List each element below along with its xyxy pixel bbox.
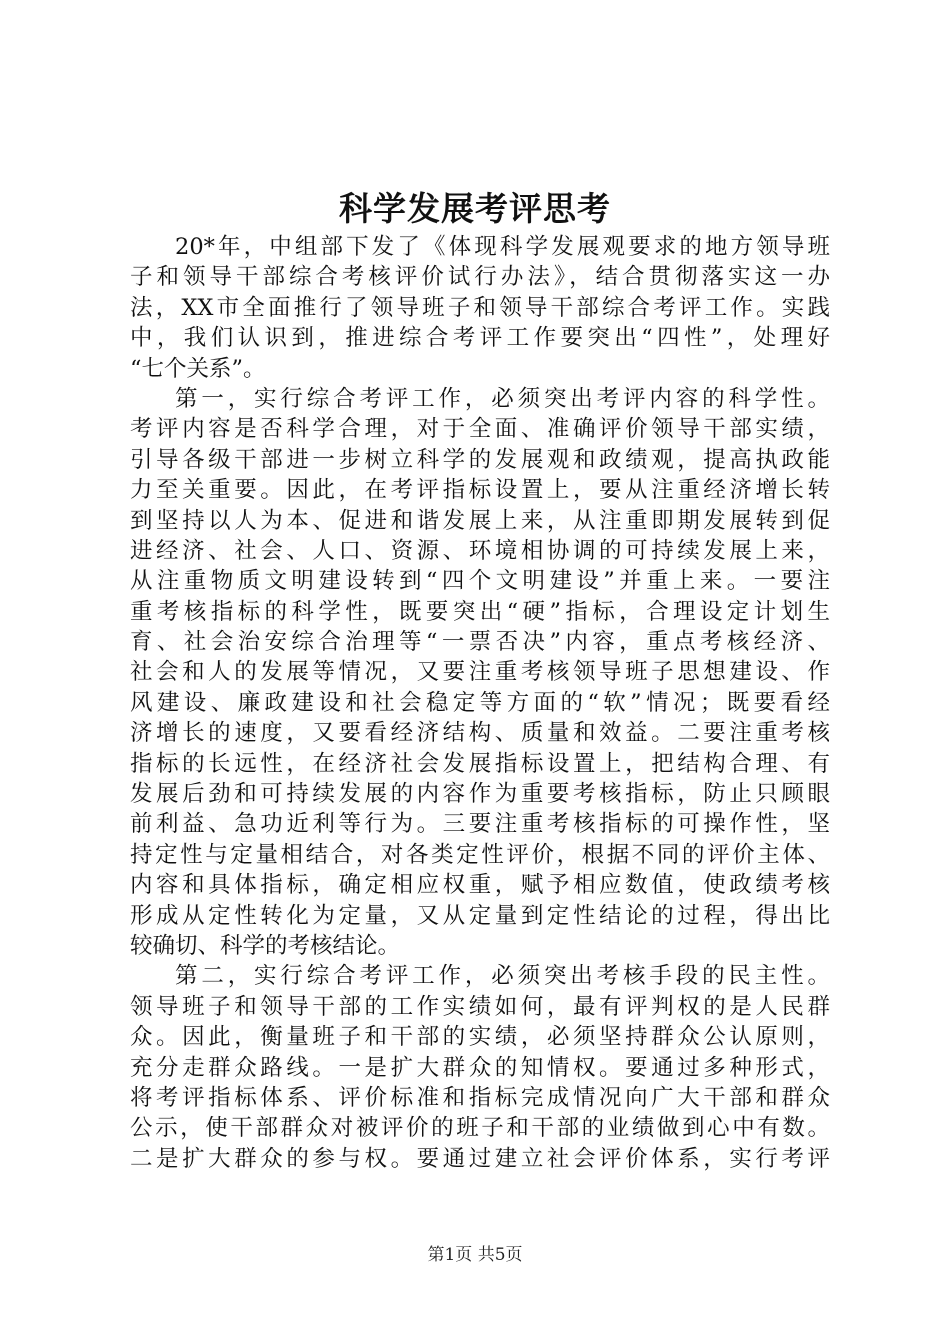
paragraph-2-line-4: 力至关重要。因此，在考评指标设置上，要从注重经济增长转 (130, 477, 830, 504)
paragraph-1-line-1: 20*年，中组部下发了《体现科学发展观要求的地方领导班 (175, 234, 830, 260)
paragraph-2-line-17: 内容和具体指标，确定相应权重，赋予相应数值，使政绩考核 (130, 872, 830, 899)
paragraph-2-line-7: 从注重物质文明建设转到“四个文明建设”并重上来。一要注 (130, 568, 830, 595)
paragraph-2-line-1: 第一，实行综合考评工作，必须突出考评内容的科学性。 (175, 385, 830, 412)
paragraph-2-line-6: 进经济、社会、人口、资源、环境相协调的可持续发展上来， (130, 537, 830, 564)
paragraph-2-line-11: 风建设、廉政建设和社会稳定等方面的“软”情况；既要看经 (130, 689, 830, 716)
paragraph-2-line-18: 形成从定性转化为定量，又从定量到定性结论的过程，得出比 (130, 902, 830, 929)
document-title: 科学发展考评思考 (339, 189, 611, 228)
paragraph-2-line-16: 持定性与定量相结合，对各类定性评价，根据不同的评价主体、 (130, 841, 830, 868)
paragraph-2-line-15: 前利益、急功近利等行为。三要注重考核指标的可操作性，坚 (130, 811, 830, 838)
paragraph-2-line-10: 社会和人的发展等情况，又要注重考核领导班子思想建设、作 (130, 659, 830, 686)
paragraph-2-line-9: 育、社会治安综合治理等“一票否决”内容，重点考核经济、 (130, 629, 830, 656)
paragraph-3-line-2: 领导班子和领导干部的工作实绩如何，最有评判权的是人民群 (130, 993, 830, 1020)
paragraph-2-line-5: 到坚持以人为本、促进和谐发展上来，从注重即期发展转到促 (130, 507, 830, 534)
paragraph-1-line-4: 中，我们认识到，推进综合考评工作要突出“四性”，处理好 (130, 325, 830, 352)
paragraph-2-line-14: 发展后劲和可持续发展的内容作为重要考核指标，防止只顾眼 (130, 781, 830, 808)
paragraph-2-line-8: 重考核指标的科学性，既要突出“硬”指标，合理设定计划生 (130, 598, 830, 625)
paragraph-3-line-5: 将考评指标体系、评价标准和指标完成情况向广大干部和群众 (130, 1084, 830, 1111)
document-body (130, 232, 830, 1174)
paragraph-3-line-3: 众。因此，衡量班子和干部的实绩，必须坚持群众公认原则， (130, 1024, 830, 1051)
paragraph-2-line-13: 指标的长远性，在经济社会发展指标设置上，把结构合理、有 (130, 750, 830, 777)
page-number-footer: 第1页 共5页 (427, 1245, 523, 1265)
paragraph-1-line-5: “七个关系”。 (130, 355, 266, 382)
paragraph-3-line-6: 公示，使干部群众对被评价的班子和干部的业绩做到心中有数。 (130, 1115, 830, 1142)
paragraph-1-line-3: 法，XX市全面推行了领导班子和领导干部综合考评工作。实践 (130, 294, 830, 321)
paragraph-2-line-12: 济增长的速度，又要看经济结构、质量和效益。二要注重考核 (130, 720, 830, 747)
paragraph-3-line-7: 二是扩大群众的参与权。要通过建立社会评价体系，实行考评 (130, 1145, 830, 1172)
paragraph-3-line-1: 第二，实行综合考评工作，必须突出考核手段的民主性。 (175, 963, 830, 990)
paragraph-3-line-4: 充分走群众路线。一是扩大群众的知情权。要通过多种形式， (130, 1054, 830, 1081)
paragraph-2-line-2: 考评内容是否科学合理，对于全面、准确评价领导干部实绩， (130, 416, 830, 443)
paragraph-2-line-19: 较确切、科学的考核结论。 (130, 932, 401, 959)
paragraph-2-line-3: 引导各级干部进一步树立科学的发展观和政绩观，提高执政能 (130, 446, 830, 473)
paragraph-1-line-2: 子和领导干部综合考核评价试行办法》，结合贯彻落实这一办 (130, 264, 830, 291)
